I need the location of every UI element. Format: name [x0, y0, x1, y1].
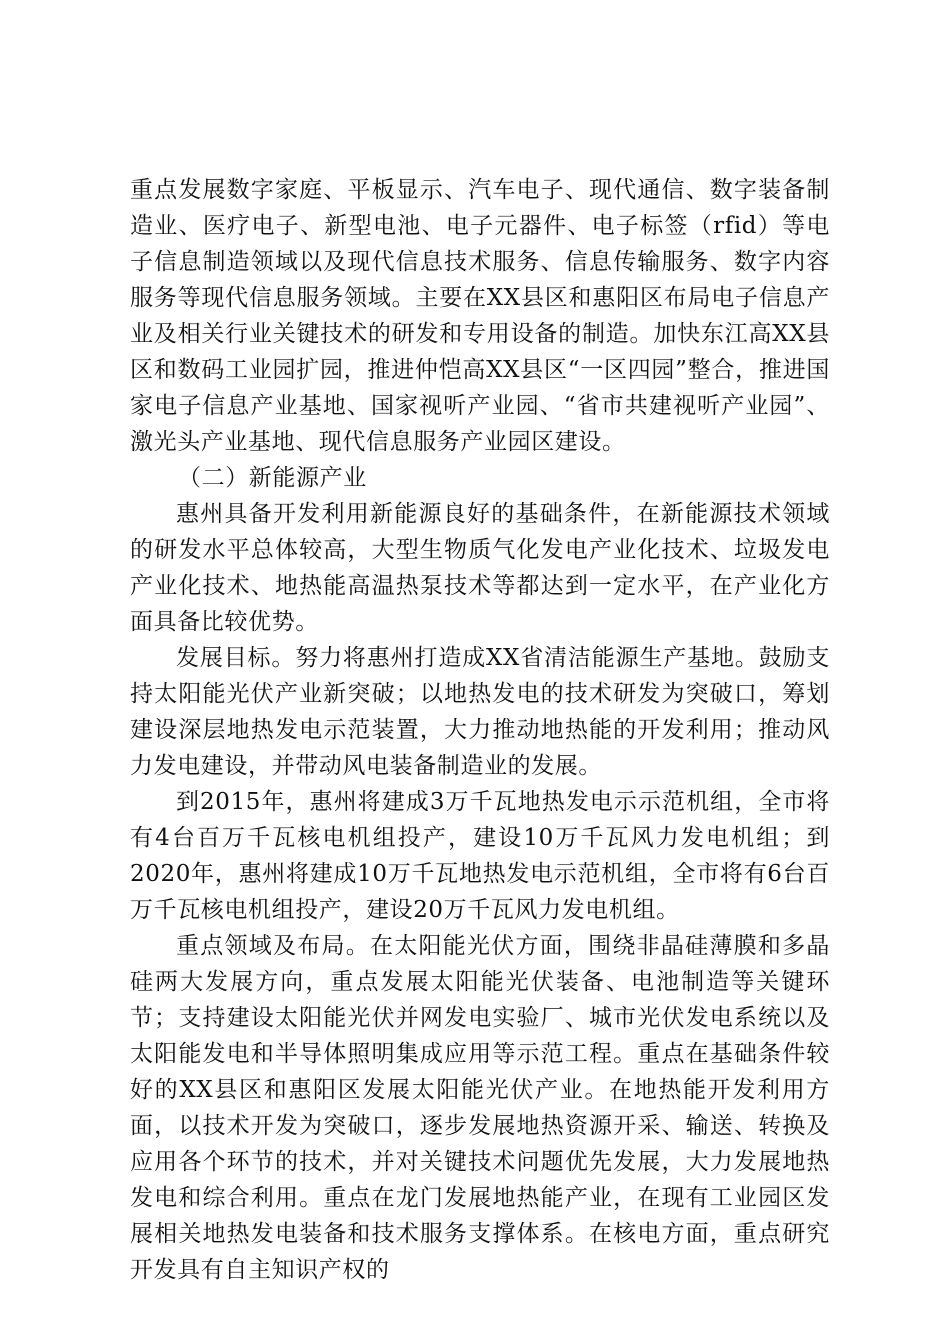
paragraph-electronics-focus: 重点发展数字家庭、平板显示、汽车电子、现代通信、数字装备制造业、医疗电子、新型电池、电子元器件、电子标签（rfid）等电子信息制造领域以及现代信息技术服务、信息传输服务、数字内容服务等现代信息服务领域。主要在XX县区和惠阳区布局电子信息产业及相关行业关键技术的研发和专用设备的制造。加快东江高XX县区和数码工业园扩园，推进仲恺高XX县区“一区四园”整合，推进国家电子信息产业基地、国家视听产业园、“省市共建视听产业园”、激光头产业基地、现代信息服务产业园区建设。 [130, 177, 830, 455]
document-body [130, 172, 830, 1288]
paragraph-key-areas-layout: 重点领域及布局。在太阳能光伏方面，围绕非晶硅薄膜和多晶硅两大发展方向，重点发展太阳能光伏装备、电池制造等关键环节；支持建设太阳能光伏并网发电实验厂、城市光伏发电系统以及太阳能发电和半导体照明集成应用等示范工程。重点在基础条件较好的XX县区和惠阳区发展太阳能光伏产业。在地热能开发利用方面，以技术开发为突破口，逐步发展地热资源开采、输送、转换及应用各个环节的技术，并对关键技术问题优先发展，大力发展地热发电和综合利用。重点在龙门发展地热能产业，在现有工业园区发展相关地热发电装备和技术服务支撑体系。在核电方面，重点研究开发具有自主知识产权的 [130, 933, 830, 1283]
paragraph-new-energy-basis: 惠州具备开发利用新能源良好的基础条件，在新能源技术领域的研发水平总体较高，大型生物质气化发电产业化技术、垃圾发电产业化技术、地热能高温热泵技术等都达到一定水平，在产业化方面具备比较优势。 [130, 501, 830, 635]
paragraph-development-goals: 发展目标。努力将惠州打造成XX省清洁能源生产基地。鼓励支持太阳能光伏产业新突破；以地热发电的技术研发为突破口，筹划建设深层地热发电示范装置，大力推动地热能的开发利用；推动风力发电建设，并带动风电装备制造业的发展。 [130, 645, 830, 779]
paragraph-targets-2015-2020: 到2015年，惠州将建成3万千瓦地热发电示示范机组，全市将有4台百万千瓦核电机组投产，建设10万千瓦风力发电机组；到2020年，惠州将建成10万千瓦地热发电示范机组，全市将有6台百万千瓦核电机组投产，建设20万千瓦风力发电机组。 [130, 789, 830, 923]
section-heading-new-energy: （二）新能源产业 [178, 465, 367, 491]
